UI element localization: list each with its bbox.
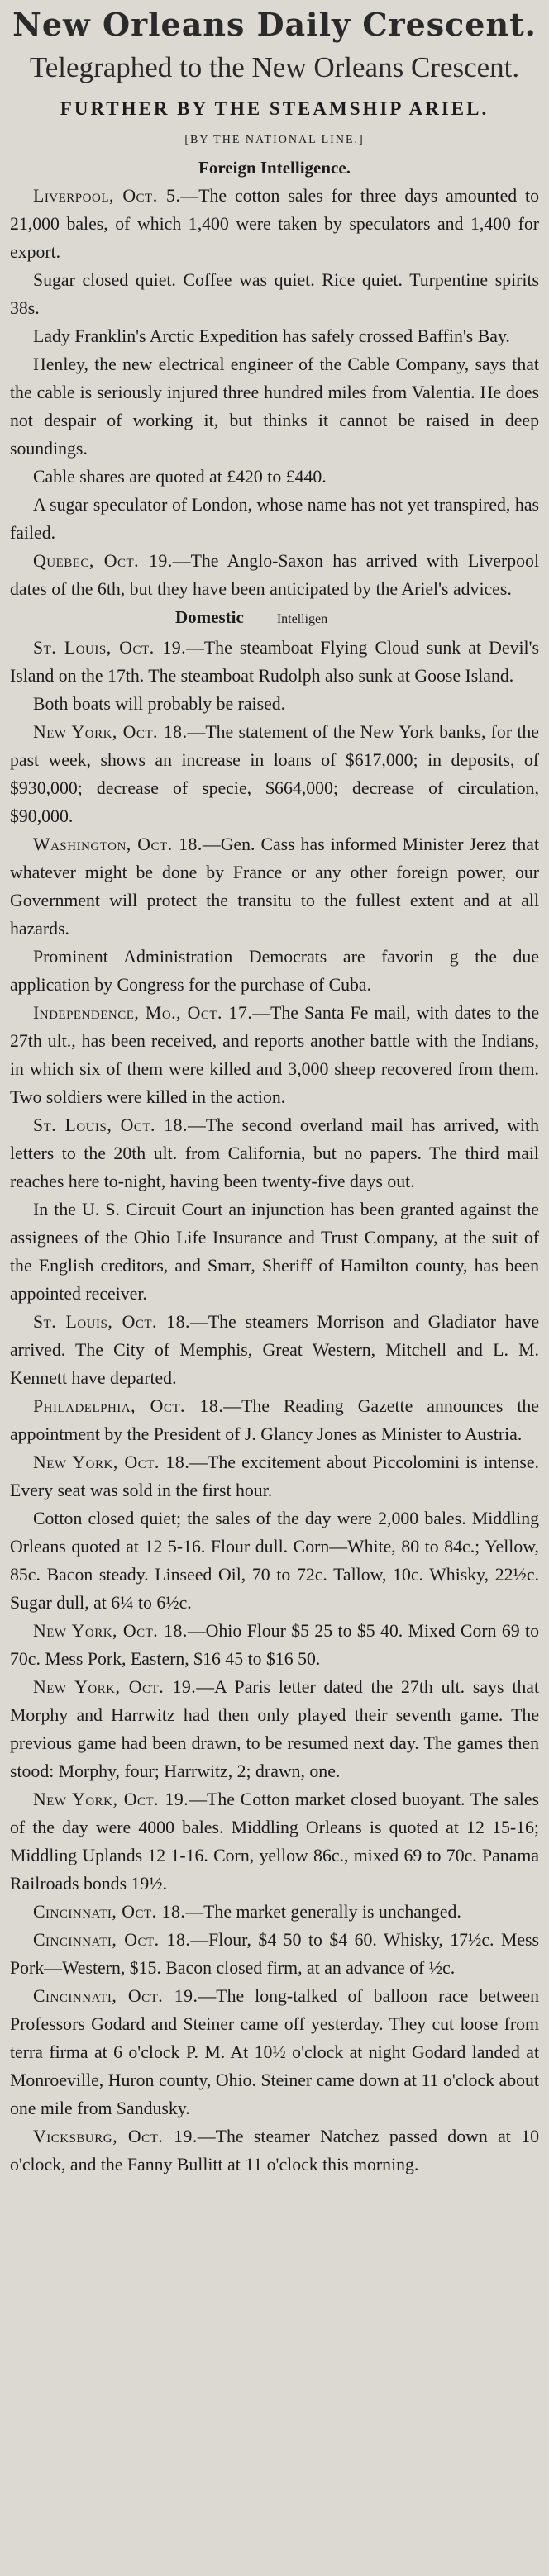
dateline: Cincinnati, Oct. 18. (33, 1902, 186, 1922)
paragraph-text: —A Paris letter dated the 27th ult. says that Morphy and Harrwitz had then only played their seventh game. The previous game had been drawn, to be resumed next day. The games then stood: Morphy, four; Harrwitz, 2; drawn, one. (10, 1677, 539, 1781)
news-paragraph (10, 182, 539, 266)
paragraph-text: —The cotton sales for three days amounted to 21,000 bales, of which 1,400 were taken by speculators and 1,400 for export. (10, 186, 539, 262)
news-paragraph (10, 463, 539, 491)
dateline: New York, Oct. 18. (33, 1621, 188, 1641)
news-paragraph (10, 999, 539, 1111)
dateline: St. Louis, Oct. 19. (33, 638, 187, 658)
news-paragraph (10, 1504, 539, 1617)
paragraph-text: Both boats will probably be raised. (33, 694, 286, 714)
paragraph-text: Henley, the new electrical engineer of the Cable Company, says that the cable is seriously injured three hundred miles from Valentia. He does not despair of working it, but thinks it cannot be raised in deep soundings. (10, 354, 539, 459)
news-paragraph (10, 266, 539, 322)
news-paragraph (10, 1785, 539, 1898)
paragraph-text: —The market generally is unchanged. (185, 1902, 461, 1922)
section-heading-foreign: Foreign Intelligence. (198, 158, 351, 178)
news-paragraph (10, 1898, 539, 1926)
news-paragraph (10, 1111, 539, 1195)
dateline: New York, Oct. 19. (33, 1789, 189, 1809)
news-paragraph (10, 491, 539, 547)
dateline: Independence, Mo., Oct. 17. (33, 1003, 253, 1023)
paragraph-text: Cable shares are quoted at £420 to £440. (33, 467, 327, 487)
dateline: Liverpool, Oct. 5. (33, 186, 181, 206)
news-paragraph (10, 1448, 539, 1504)
dateline: New York, Oct. 18. (33, 1452, 190, 1472)
dateline: St. Louis, Oct. 18. (33, 1312, 191, 1332)
paragraph-text: —Flour, $4 50 to $4 60. Whisky, 17½c. Mess Pork—Western, $15. Bacon closed firm, at an advance of ½c. (10, 1930, 539, 1978)
paragraph-text: —The long-talked of balloon race between Professors Godard and Steiner came off yesterday. They cut loose from terra firma at 6 o'clock P. M. At 10½ o'clock at night Godard landed at Monroeville, Huron county, Ohio. Steiner came down at 11 o'clock about one mile from Sandusky. (10, 1986, 539, 2118)
news-paragraph (10, 1308, 539, 1392)
news-paragraph (10, 2122, 539, 2179)
news-paragraph (10, 1673, 539, 1785)
byline: [BY THE NATIONAL LINE.] (184, 134, 365, 146)
paragraph-text: —The statement of the New York banks, for the past week, shows an increase in loans of $617,000; in deposits, of $930,000; decrease of specie, $664,000; decrease of circulation, $90,000. (10, 722, 539, 826)
paragraph-text: —The excitement about Piccolomini is intense. Every seat was sold in the first hour. (10, 1452, 539, 1500)
news-paragraph (10, 1617, 539, 1673)
masthead: New Orleans Daily Crescent. (12, 6, 537, 43)
dateline: Vicksburg, Oct. 19. (33, 2127, 198, 2146)
news-paragraph (10, 943, 539, 999)
paragraph-text: —The Cotton market closed buoyant. The sales of the day were 4000 bales. Middling Orleans is quoted at 12 15-16; Middling Uplands 12 1-16. Corn, yellow 86c., mixed 69 to 70c. Panama Railroads bonds 19½. (10, 1789, 539, 1894)
news-paragraph (10, 322, 539, 350)
paragraph-text: —The steamers Morrison and Gladiator have arrived. The City of Memphis, Great Western, Mitchell and L. M. Kennett have departed. (10, 1312, 540, 1388)
paragraph-text: Sugar closed quiet. Coffee was quiet. Rice quiet. Turpentine spirits 38s. (10, 270, 539, 318)
paragraph-text: —The Reading Gazette announces the appointment by the President of J. Glancy Jones as Minister to Austria. (10, 1396, 539, 1444)
news-paragraph (10, 1195, 539, 1308)
paragraph-text: Prominent Administration Democrats are favorin g the due application by Congress for the purchase of Cuba. (10, 947, 539, 995)
news-paragraph (10, 1982, 539, 2122)
dateline: New York, Oct. 18. (33, 722, 188, 742)
paragraph-text: Lady Franklin's Arctic Expedition has safely crossed Baffin's Bay. (33, 326, 510, 346)
subhead: FURTHER BY THE STEAMSHIP ARIEL. (60, 98, 489, 119)
article-body (10, 182, 539, 2179)
news-paragraph (10, 547, 539, 603)
news-paragraph (10, 634, 539, 690)
dateline: Quebec, Oct. 19. (33, 551, 173, 571)
dateline: St. Louis, Oct. 18. (33, 1115, 189, 1135)
section-heading-domestic (10, 603, 539, 634)
dateline: Cincinnati, Oct. 18. (33, 1930, 191, 1950)
news-paragraph (10, 1926, 539, 1982)
dateline: Cincinnati, Oct. 19. (33, 1986, 198, 2006)
paragraph-text: A sugar speculator of London, whose name has not yet transpired, has failed. (10, 495, 539, 543)
news-paragraph (10, 690, 539, 718)
section-heading-domestic-right: Intelligen (276, 612, 328, 626)
paragraph-text: —The steamer Natchez passed down at 10 o'clock, and the Fanny Bullitt at 11 o'clock this morning. (10, 2127, 539, 2174)
headline: Telegraphed to the New Orleans Crescent. (29, 51, 520, 83)
dateline: New York, Oct. 19. (33, 1677, 197, 1697)
news-paragraph (10, 350, 539, 463)
paragraph-text: In the U. S. Circuit Court an injunction has been granted against the assignees of the Ohio Life Insurance and Trust Company, at the suit of the English creditors, and Smarr, Sheriff of Hamilton county, has been appointed receiver. (10, 1200, 539, 1304)
paragraph-text: —Gen. Cass has informed Minister Jerez that whatever might be done by France or any other foreign power, our Government will protect the transitu to the fullest extent and at all hazards. (10, 834, 539, 939)
paragraph-text: —The Anglo-Saxon has arrived with Liverpool dates of the 6th, but they have been anticipated by the Ariel's advices. (10, 551, 539, 599)
paragraph-text: Cotton closed quiet; the sales of the day were 2,000 bales. Middling Orleans quoted at 12 5-16. Flour dull. Corn—White, 80 to 84c.; Yellow, 85c. Bacon steady. Linseed Oil, 70 to 72c. Tallow, 10c. Whisky, 22½c. Sugar dull, at 6¼ to 6½c. (10, 1509, 539, 1613)
dateline: Washington, Oct. 18. (33, 834, 203, 854)
news-paragraph (10, 1392, 539, 1448)
paragraph-text: —The steamboat Flying Cloud sunk at Devil's Island on the 17th. The steamboat Rudolph also sunk at Goose Island. (10, 638, 539, 686)
dateline: Philadelphia, Oct. 18. (33, 1396, 224, 1416)
news-paragraph (10, 830, 539, 943)
section-heading-domestic-left: Domestic (175, 607, 244, 627)
news-paragraph (10, 718, 539, 830)
paragraph-text: —The second overland mail has arrived, with letters to the 20th ult. from California, but no papers. The third mail reaches here to-night, having been twenty-five days out. (10, 1115, 539, 1191)
paragraph-text: —The Santa Fe mail, with dates to the 27th ult., has been received, and reports another battle with the Indians, in which six of them were killed and 3,000 sheep recovered from them. Two soldiers were killed in the action. (10, 1003, 539, 1107)
paragraph-text: —Ohio Flour $5 25 to $5 40. Mixed Corn 69 to 70c. Mess Pork, Eastern, $16 45 to $16 50. (10, 1621, 539, 1669)
